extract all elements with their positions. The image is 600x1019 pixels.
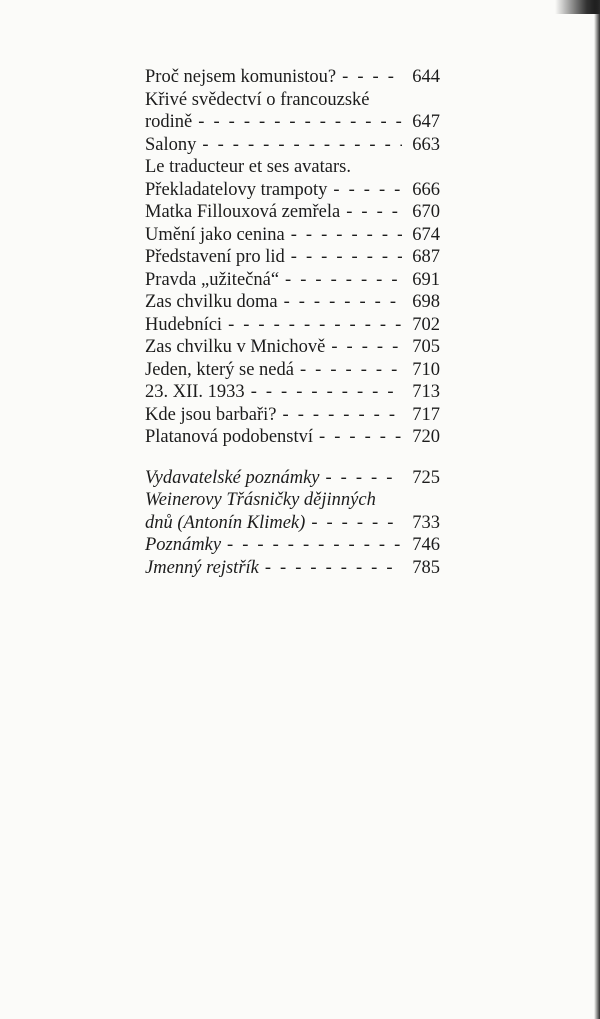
entry-title: Platanová podobenství (145, 427, 314, 447)
toc-line (145, 291, 440, 314)
toc-line (145, 134, 440, 157)
dash-leader (251, 381, 402, 404)
entry-title: dnů (Antonín Klimek) (145, 512, 306, 533)
table-of-contents (145, 66, 440, 579)
dash-leader (284, 291, 402, 314)
page-number: 644 (412, 67, 440, 87)
toc-entry (145, 224, 440, 247)
page-number: 698 (412, 292, 440, 312)
dash-leader (326, 467, 403, 490)
page-number: 674 (412, 224, 440, 245)
toc-entry (145, 156, 440, 201)
dash-leader (319, 426, 402, 449)
toc-line (145, 156, 440, 179)
dash-leader (198, 111, 402, 134)
page-number: 720 (412, 427, 440, 447)
dash-leader (227, 534, 402, 557)
dash-leader (202, 134, 402, 157)
toc-entry (145, 66, 440, 89)
page-number: 670 (412, 202, 440, 222)
toc-line (145, 111, 440, 134)
entry-title: Salony (145, 134, 197, 155)
entry-title: Weinerovy Třásničky dějinných (145, 490, 376, 510)
toc-line (145, 224, 440, 247)
page-number: 705 (412, 337, 440, 357)
toc-line (145, 359, 440, 382)
dash-leader (311, 512, 402, 535)
page-number: 725 (412, 467, 440, 488)
dash-leader (291, 224, 402, 247)
toc-line (145, 557, 440, 580)
entry-title: rodině (145, 112, 193, 132)
dash-leader (283, 404, 402, 427)
entry-title: Zas chvilku v Mnichově (145, 337, 326, 357)
toc-entry (145, 336, 440, 359)
dash-leader (333, 179, 402, 202)
entry-title: Jeden, který se nedá (145, 359, 294, 380)
toc-entry (145, 404, 440, 427)
section-gap (145, 449, 440, 467)
toc-main-section (145, 66, 440, 449)
toc-line (145, 246, 440, 269)
page-number: 717 (412, 404, 440, 425)
page-number: 647 (412, 112, 440, 132)
entry-title: Proč nejsem komunistou? (145, 67, 337, 87)
toc-entry (145, 467, 440, 490)
page-number: 687 (412, 247, 440, 267)
toc-entry (145, 314, 440, 337)
page-number: 746 (412, 535, 440, 555)
toc-entry (145, 426, 440, 449)
dash-leader (331, 336, 402, 359)
entry-title: Jmenný rejstřík (145, 557, 259, 578)
toc-line (145, 534, 440, 557)
entry-title: Matka Fillouxová zemřela (145, 202, 341, 222)
toc-line (145, 467, 440, 490)
toc-line (145, 489, 440, 512)
toc-line (145, 404, 440, 427)
toc-line (145, 66, 440, 89)
toc-entry (145, 534, 440, 557)
entry-title: Le traducteur et ses avatars. (145, 157, 351, 177)
toc-entry (145, 557, 440, 580)
entry-title: Pravda „užitečná“ (145, 269, 280, 290)
toc-entry (145, 201, 440, 224)
toc-line (145, 426, 440, 449)
entry-title: Zas chvilku doma (145, 292, 278, 312)
dash-leader (265, 557, 402, 580)
toc-line (145, 336, 440, 359)
page-number: 702 (412, 314, 440, 335)
entry-title: Křivé svědectví o francouzské (145, 89, 370, 110)
entry-title: Kde jsou barbaři? (145, 404, 277, 425)
toc-line (145, 201, 440, 224)
toc-line (145, 381, 440, 404)
page-number: 785 (412, 557, 440, 578)
entry-title: Překladatelovy trampoty (145, 179, 328, 200)
page-number: 663 (412, 134, 440, 155)
toc-entry (145, 246, 440, 269)
toc-line (145, 89, 440, 112)
entry-title: 23. XII. 1933 (145, 382, 245, 402)
toc-appendix-section (145, 467, 440, 580)
entry-title: Umění jako cenina (145, 224, 285, 245)
dash-leader (300, 359, 402, 382)
toc-line (145, 512, 440, 535)
scan-edge-right (594, 0, 600, 1019)
dash-leader (228, 314, 402, 337)
dash-leader (291, 246, 402, 269)
entry-title: Představení pro lid (145, 247, 285, 267)
page-number: 733 (412, 512, 440, 533)
toc-line (145, 179, 440, 202)
toc-entry (145, 291, 440, 314)
toc-entry (145, 269, 440, 292)
toc-entry (145, 381, 440, 404)
entry-title: Poznámky (145, 535, 222, 555)
page-number: 710 (412, 359, 440, 380)
toc-entry (145, 489, 440, 534)
page-number: 713 (412, 382, 440, 402)
toc-line (145, 314, 440, 337)
toc-entry (145, 89, 440, 134)
dash-leader (342, 66, 402, 89)
toc-line (145, 269, 440, 292)
dash-leader (346, 201, 402, 224)
toc-entry (145, 359, 440, 382)
dash-leader (285, 269, 402, 292)
entry-title: Hudebníci (145, 314, 223, 335)
entry-title: Vydavatelské poznámky (145, 467, 320, 488)
page-number: 666 (412, 179, 440, 200)
toc-entry (145, 134, 440, 157)
page-number: 691 (412, 269, 440, 290)
